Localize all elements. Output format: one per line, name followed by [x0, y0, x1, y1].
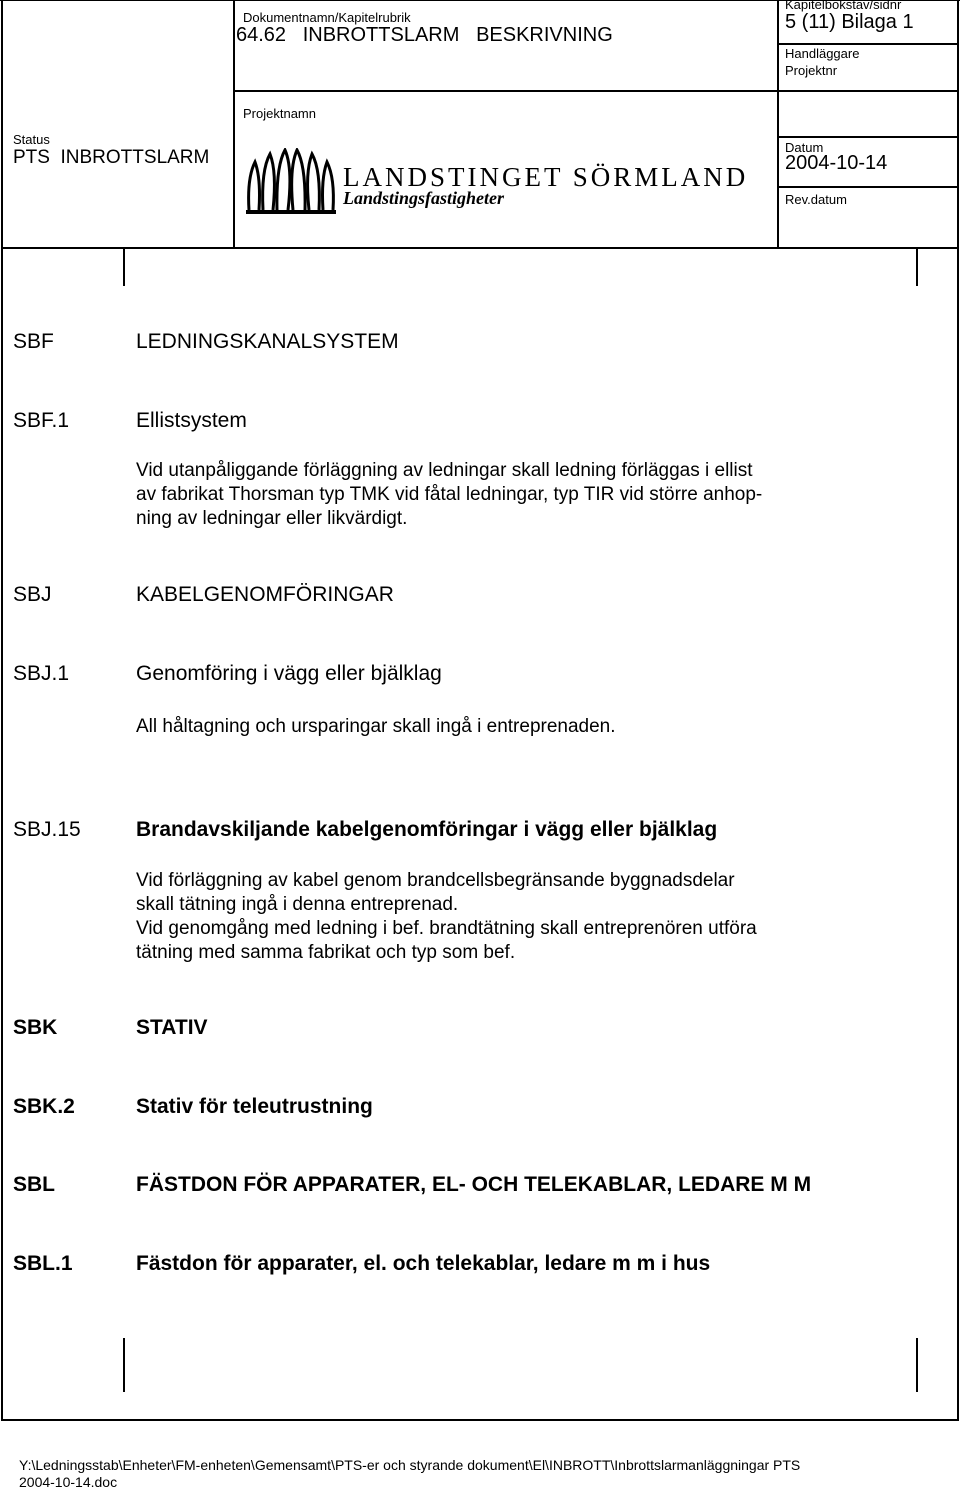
doc-name-label: Dokumentnamn/Kapitelrubrik: [243, 10, 411, 25]
section-title-sbj: KABELGENOMFÖRINGAR: [136, 583, 394, 606]
chapter-label: Kapitelbokstav/sidnr: [785, 0, 902, 12]
section-code-sbj-15: SBJ.15: [13, 818, 81, 841]
section-title-sbf: LEDNINGSKANALSYSTEM: [136, 330, 399, 353]
date-label: Datum: [785, 140, 824, 155]
footer-path-line-1: Y:\Ledningsstab\Enheter\FM-enheten\Gemensamt\PTS-er och styrande dokument\El\INBROTT\Inbrottslarmanläggningar PTS: [19, 1457, 801, 1473]
section-code-sbf-1: SBF.1: [13, 409, 70, 432]
header-row-divider-3: [777, 136, 958, 138]
status-label: Status: [13, 132, 50, 147]
section-title-sbj-1: Genomföring i vägg eller bjälklag: [136, 662, 442, 685]
section-code-sbl: SBL: [13, 1173, 55, 1196]
header-right-border: [957, 0, 959, 1420]
handler-label: Handläggare: [785, 46, 860, 61]
body-line: Vid genomgång med ledning i bef. brandtätning skall entreprenören utföra: [136, 918, 757, 939]
body-line: skall tätning ingå i denna entreprenad.: [136, 894, 459, 915]
header-left-border: [1, 0, 3, 248]
section-title-sbk-2: Stativ för teleutrustning: [136, 1095, 373, 1118]
header-bottom-border: [1, 247, 959, 249]
status-value: PTS INBROTTSLARM: [13, 147, 210, 168]
crown-emblem-icon: [243, 148, 339, 218]
body-column-divider-top: [123, 248, 125, 286]
project-name-label: Projektnamn: [243, 106, 316, 121]
header-row-divider-2: [233, 90, 958, 92]
body-right-divider-bottom: [916, 1338, 918, 1392]
section-code-sbl-1: SBL.1: [13, 1252, 73, 1275]
section-title-sbj-15: Brandavskiljande kabelgenomföringar i vägg eller bjälklag: [136, 818, 718, 841]
landstinget-logo: [243, 148, 749, 220]
section-title-sbf-1: Ellistsystem: [136, 409, 247, 432]
header-row-divider-1: [777, 43, 958, 45]
body-line: Vid utanpåliggande förläggning av ledningar skall ledning förläggas i ellist: [136, 460, 753, 481]
section-body-sbj-15: [136, 869, 916, 965]
section-title-sbl: FÄSTDON FÖR APPARATER, EL- OCH TELEKABLAR, LEDARE M M: [136, 1173, 812, 1196]
footer-path-line-2: 2004-10-14.doc: [19, 1474, 118, 1490]
section-body-sbf-1: [136, 459, 916, 531]
section-body-sbj-1: [136, 715, 916, 739]
body-right-divider-top: [916, 248, 918, 286]
section-code-sbj-1: SBJ.1: [13, 662, 70, 685]
logo-sub-text: Landstingsfastigheter: [343, 188, 505, 208]
section-code-sbf: SBF: [13, 330, 54, 353]
body-left-border: [1, 248, 3, 1420]
header-divider-left: [233, 0, 235, 248]
body-line: ning av ledningar eller likvärdigt.: [136, 508, 408, 529]
footer-file-path: [19, 1457, 800, 1491]
section-code-sbk-2: SBK.2: [13, 1095, 75, 1118]
section-title-sbl-1: Fästdon för apparater, el. och telekablar, ledare m m i hus: [136, 1252, 711, 1275]
body-bottom-border: [1, 1419, 959, 1421]
project-no-label: Projektnr: [785, 63, 838, 78]
doc-name-value: 64.62 INBROTTSLARM BESKRIVNING: [236, 24, 613, 46]
body-line: tätning med samma fabrikat och typ som bef.: [136, 942, 516, 963]
section-code-sbj: SBJ: [13, 583, 52, 606]
date-value: 2004-10-14: [785, 152, 888, 174]
rev-date-label: Rev.datum: [785, 192, 847, 207]
body-line: av fabrikat Thorsman typ TMK vid fåtal ledningar, typ TIR vid större anhop-: [136, 484, 763, 505]
section-code-sbk: SBK: [13, 1016, 58, 1039]
body-line: Vid förläggning av kabel genom brandcellsbegränsande byggnadsdelar: [136, 870, 735, 891]
chapter-value: 5 (11) Bilaga 1: [785, 11, 914, 33]
body-column-divider-bottom: [123, 1338, 125, 1392]
body-line: All håltagning och ursparingar skall ingå i entreprenaden.: [136, 716, 616, 737]
header-divider-right: [777, 0, 779, 248]
section-title-sbk: STATIV: [136, 1016, 208, 1039]
header-row-divider-4: [777, 186, 958, 188]
logo-main-text: LANDSTINGET SÖRMLAND: [343, 162, 749, 192]
